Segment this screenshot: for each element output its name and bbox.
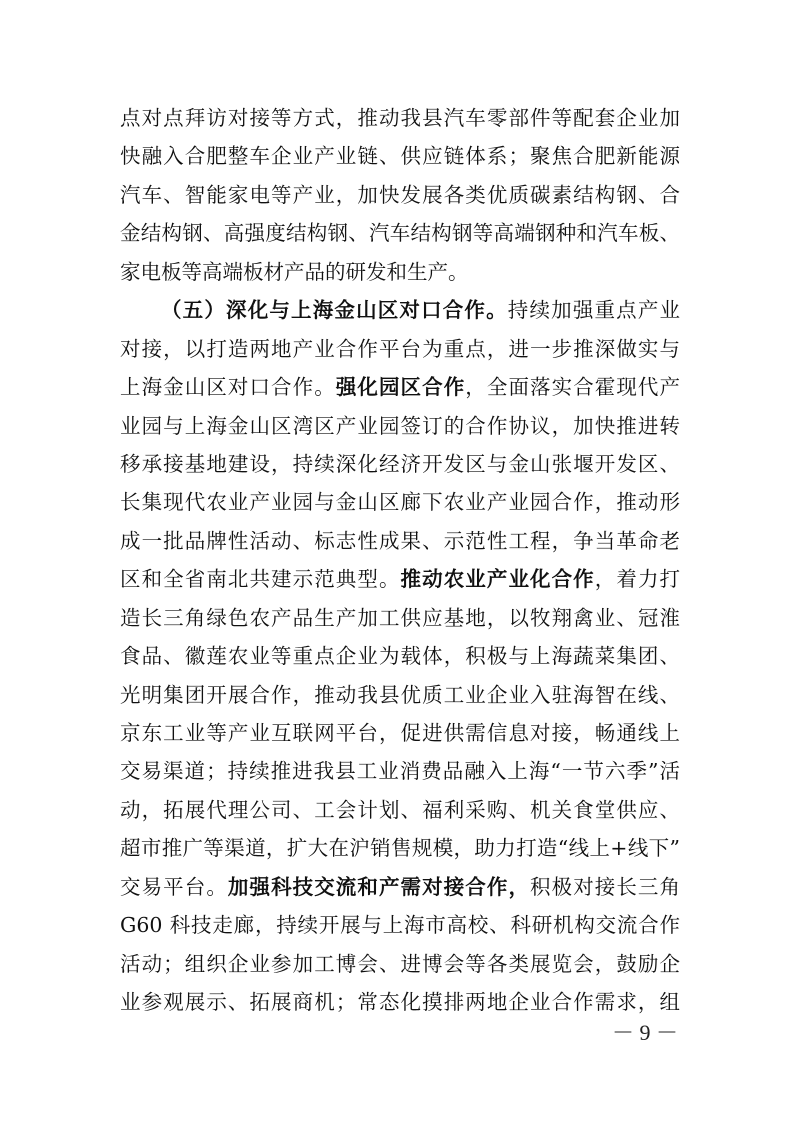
text-run: G60 科技走廊，持续开展与上海市高校、科研机构交流合作 <box>120 913 680 938</box>
text-run: 光明集团开展合作，推动我县优质工业企业入驻海智在线、 <box>120 682 680 707</box>
text-run: 金结构钢、高强度结构钢、汽车结构钢等高端钢种和汽车板、 <box>120 221 680 246</box>
text-run: 快融入合肥整车企业产业链、供应链体系；聚焦合肥新能源 <box>120 144 680 169</box>
text-line <box>120 560 680 598</box>
text-run: 造长三角绿色农产品生产加工供应基地，以牧翔禽业、冠淮 <box>120 605 680 630</box>
text-line <box>120 752 680 790</box>
text-line <box>120 522 680 560</box>
text-run: 京东工业等产业互联网平台，促进供需信息对接，畅通线上 <box>120 721 680 745</box>
text-line <box>120 99 680 137</box>
text-run: 点对点拜访对接等方式，推动我县汽车零部件等配套企业加 <box>120 106 680 130</box>
text-line <box>120 445 680 483</box>
page-number: － 9 － <box>612 1020 679 1045</box>
text-line <box>120 137 680 175</box>
text-line <box>120 637 680 675</box>
text-run: 汽车、智能家电等产业，加快发展各类优质碳素结构钢、合 <box>120 182 680 207</box>
text-run: 上海金山区对口合作。 <box>120 375 336 400</box>
text-line <box>120 483 680 521</box>
section-heading: （五）深化与上海金山区对口合作。 <box>161 298 508 323</box>
text-run: 业园与上海金山区湾区产业园签订的合作协议，加快推进转 <box>120 413 680 438</box>
text-run: 积极对接长三角 <box>530 874 681 899</box>
text-line <box>120 791 680 829</box>
text-line <box>120 945 680 983</box>
text-run: 家电板等高端板材产品的研发和生产。 <box>120 259 469 284</box>
text-run: 成一批品牌性活动、标志性成果、示范性工程，争当革命老 <box>120 528 680 553</box>
text-run: 持续加强重点产业 <box>507 298 681 323</box>
text-run: 长集现代农业产业园与金山区廊下农业产业园合作，推动形 <box>120 490 680 515</box>
text-line <box>120 906 680 944</box>
text-run: 区和全省南北共建示范典型。 <box>120 567 401 592</box>
body-text <box>120 99 680 1022</box>
bold-phrase: 推动农业产业化合作 <box>400 567 595 592</box>
text-line <box>120 868 680 906</box>
text-line <box>120 407 680 445</box>
text-line <box>120 714 680 752</box>
text-run: ，全面落实合霍现代产 <box>465 375 681 400</box>
text-line <box>120 368 680 406</box>
text-run: 活动；组织企业参加工博会、进博会等各类展览会，鼓励企 <box>120 951 680 976</box>
text-line <box>120 599 680 637</box>
text-line <box>120 829 680 867</box>
text-run: 对接，以打造两地产业合作平台为重点，进一步推深做实与 <box>120 336 680 361</box>
text-line <box>120 983 680 1021</box>
text-line <box>120 176 680 214</box>
text-run: 业参观展示、拓展商机；常态化摸排两地企业合作需求，组 <box>120 990 680 1015</box>
text-line <box>120 291 680 329</box>
text-run: 交易渠道；持续推进我县工业消费品融入上海“一节六季”活 <box>120 759 680 784</box>
text-run: 食品、徽莲农业等重点企业为载体，积极与上海蔬菜集团、 <box>120 644 680 669</box>
text-run: 移承接基地建设，持续深化经济开发区与金山张堰开发区、 <box>120 451 680 476</box>
text-run: ，着力打 <box>594 567 681 592</box>
text-line <box>120 253 680 291</box>
text-run: 交易平台。 <box>120 874 228 899</box>
text-line <box>120 214 680 252</box>
bold-phrase: 加强科技交流和产需对接合作， <box>227 874 531 899</box>
bold-phrase: 强化园区合作 <box>335 375 466 400</box>
text-run: 超市推广等渠道，扩大在沪销售规模，助力打造“线上+线下” <box>120 836 680 861</box>
text-line <box>120 330 680 368</box>
text-run: 动，拓展代理公司、工会计划、福利采购、机关食堂供应、 <box>120 797 680 822</box>
text-line <box>120 676 680 714</box>
